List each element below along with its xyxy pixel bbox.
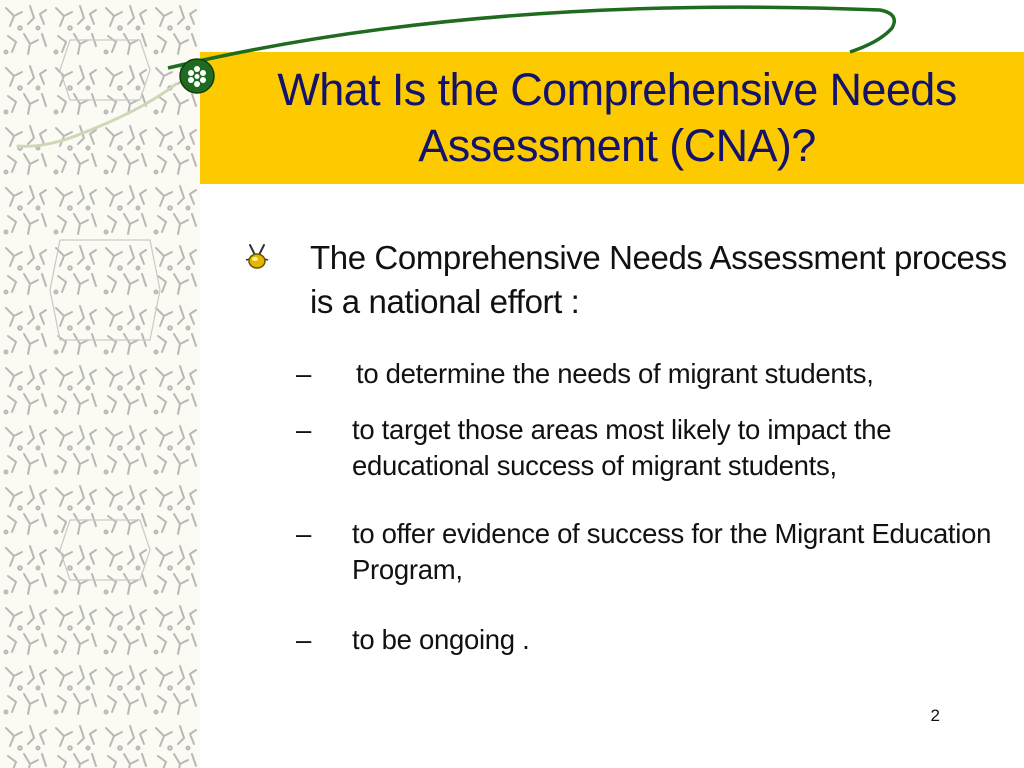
dash-marker: –: [296, 518, 311, 549]
sub-item-text: to be ongoing .: [352, 624, 530, 655]
sub-item-text: to target those areas most likely to impact the educational success of migrant students,: [352, 414, 892, 481]
dash-marker: –: [296, 624, 311, 655]
slide-title: What Is the Comprehensive Needs Assessment (CNA)?: [277, 64, 957, 171]
bullet-text: The Comprehensive Needs Assessment process is a national effort :: [310, 239, 1007, 320]
dash-marker: –: [296, 414, 311, 445]
bug-icon: [240, 240, 274, 274]
page-number: 2: [930, 706, 940, 725]
sub-item-text: to determine the needs of migrant students,: [356, 358, 874, 389]
sub-item-text: to offer evidence of success for the Migrant Education Program,: [352, 518, 992, 585]
dash-marker: –: [296, 358, 311, 389]
